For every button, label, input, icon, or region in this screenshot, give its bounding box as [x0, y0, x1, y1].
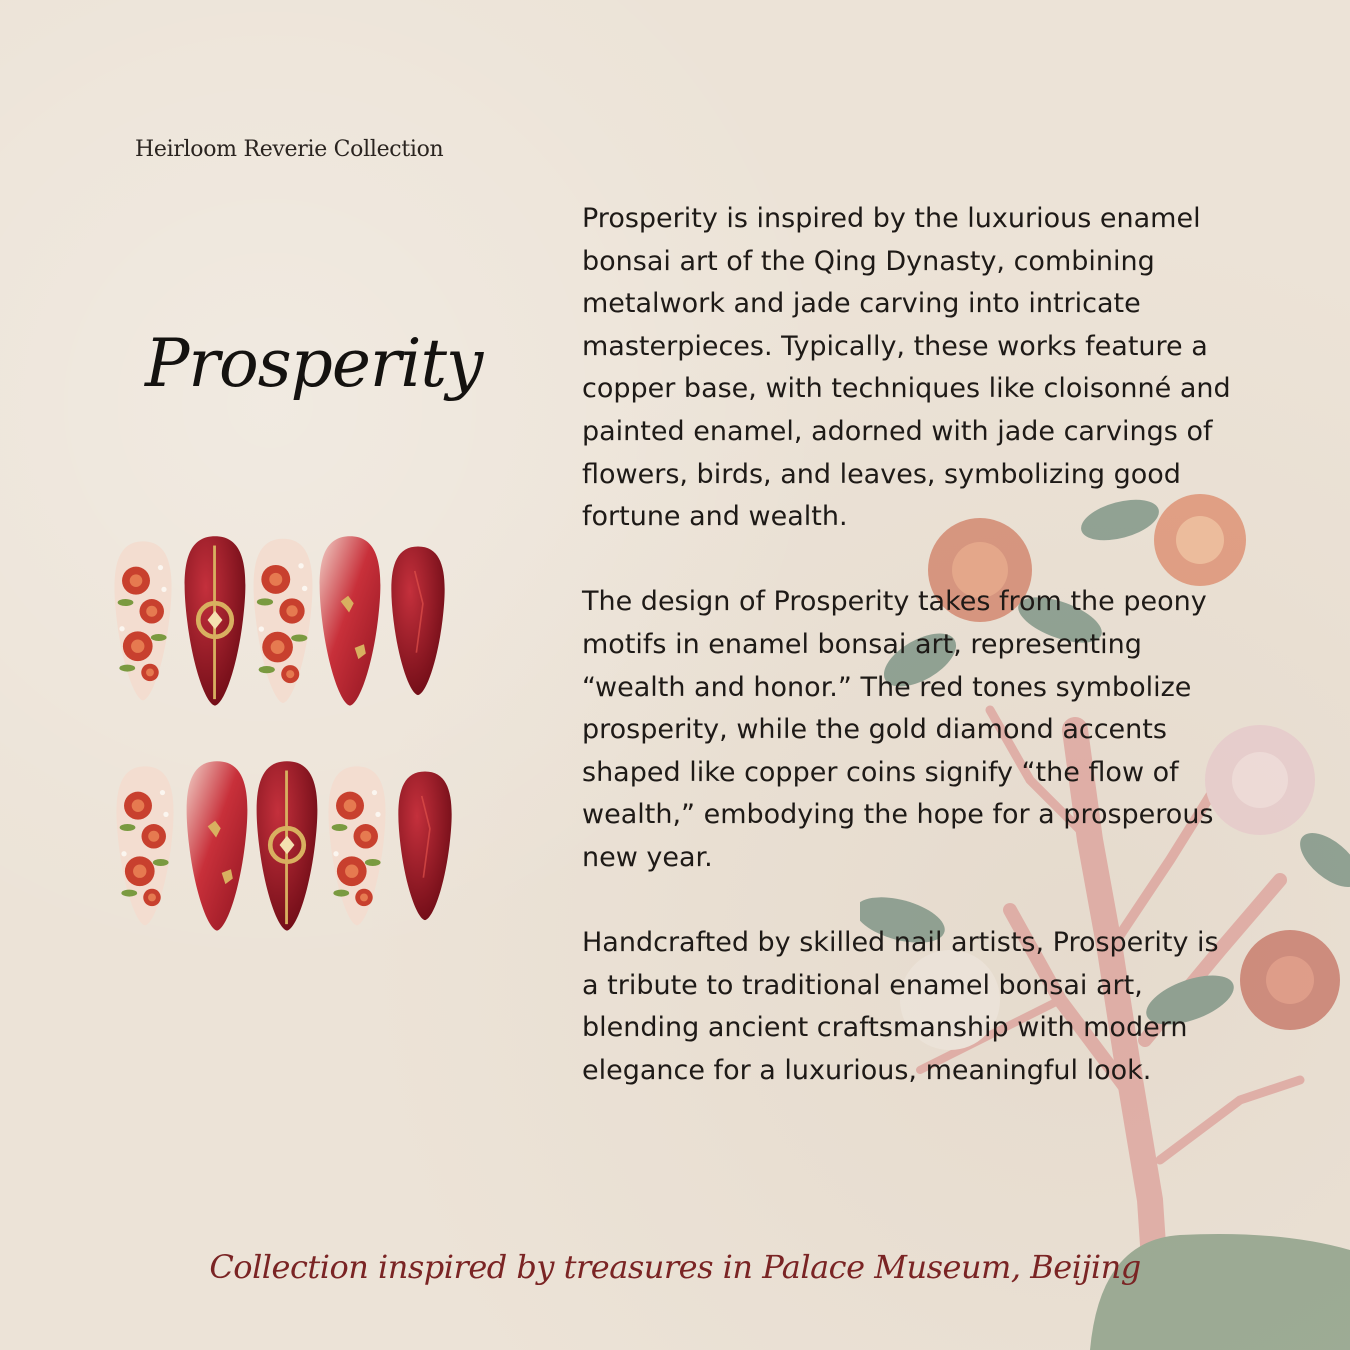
nail-nude-floral [254, 539, 313, 703]
description [582, 198, 1242, 1135]
paragraph-1: Prosperity is inspired by the luxurious enamel bonsai art of the Qing Dynasty, combining metalwork and jade carving into intricate masterpieces. Typically, these works feature a copper base, with techniques like cloisonné and painted enamel, adorned with jade carvings of flowers, birds, and leaves, symbolizing good fortune and wealth. [582, 203, 1231, 533]
nail-nude-floral [114, 541, 171, 700]
nail-red-coin [185, 536, 246, 705]
nail-nude-floral [328, 766, 385, 925]
nail-red-glitter [391, 546, 444, 695]
nail-nude-floral [116, 766, 173, 925]
product-title: Prosperity [145, 325, 483, 402]
paragraph-3: Handcrafted by skilled nail artists, Prosperity is a tribute to traditional enamel bonsai art, blending ancient craftsmanship with modern elegance for a luxurious, meaningful look. [582, 927, 1219, 1086]
nail-marble-red [320, 536, 381, 705]
footer-caption: Collection inspired by treasures in Palace Museum, Beijing [209, 1248, 1141, 1286]
nail-red-coin [257, 761, 318, 930]
nail-set-image [95, 510, 485, 940]
nail-marble-red [187, 761, 248, 930]
collection-label: Heirloom Reverie Collection [135, 137, 444, 162]
paragraph-2: The design of Prosperity takes from the peony motifs in enamel bonsai art, representing “wealth and honor.” The red tones symbolize prosperity, while the gold diamond accents shaped like copper coins signify “the flow of wealth,” embodying the hope for a prosperous new year. [582, 586, 1214, 873]
nail-red-glitter [398, 771, 451, 920]
